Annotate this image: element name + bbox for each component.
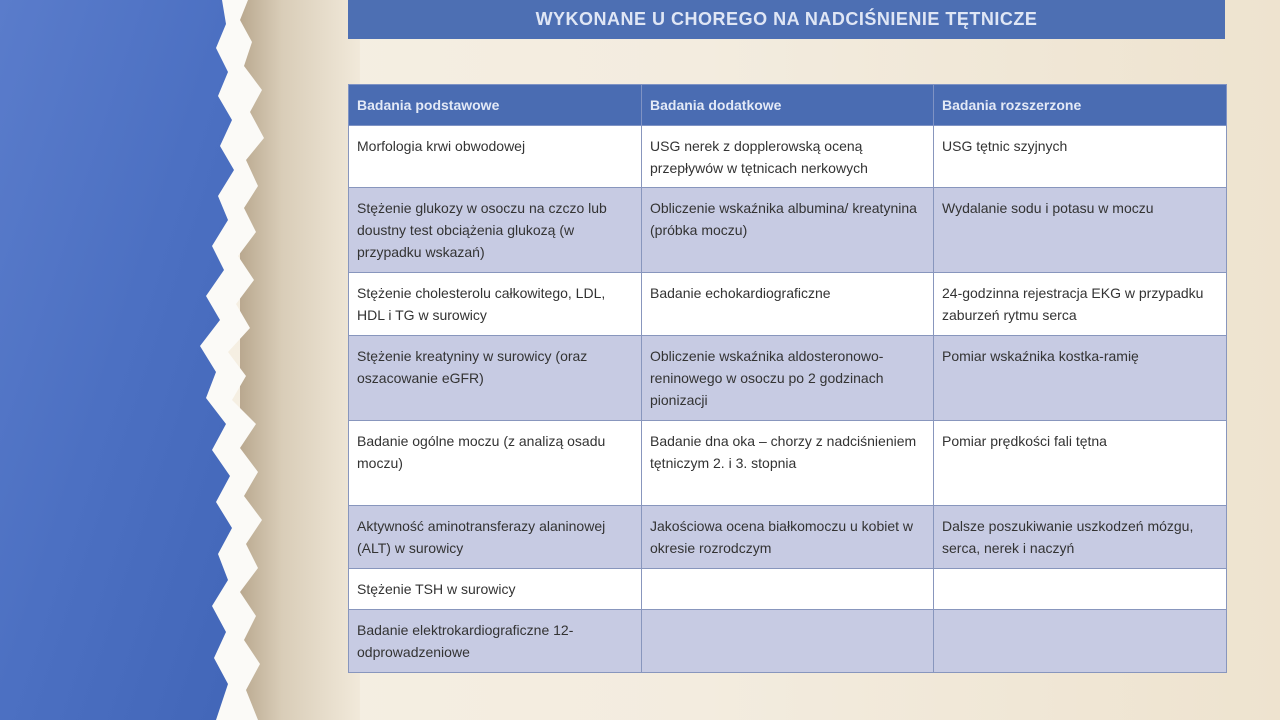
exams-table: [348, 84, 1227, 673]
torn-paper-edge-graphic: [0, 0, 300, 720]
header-basic-tests: Badania podstawowe: [349, 85, 642, 126]
table-cell: Badanie elektrokardiograficzne 12-odprowadzeniowe: [349, 610, 642, 673]
table-cell: Badanie echokardiograficzne: [642, 273, 934, 336]
table-cell: Wydalanie sodu i potasu w moczu: [934, 188, 1227, 273]
table-cell: Morfologia krwi obwodowej: [349, 126, 642, 188]
table-row: [349, 421, 1227, 506]
torn-blue-panel: [0, 0, 300, 720]
table-cell: USG nerek z dopplerowską oceną przepływów w tętnicach nerkowych: [642, 126, 934, 188]
table-row: [349, 273, 1227, 336]
table-cell: Pomiar prędkości fali tętna: [934, 421, 1227, 506]
table-cell: [642, 569, 934, 610]
table-header-row: [349, 85, 1227, 126]
table-cell: [934, 569, 1227, 610]
header-extended-tests: Badania rozszerzone: [934, 85, 1227, 126]
table-cell: Badanie ogólne moczu (z analizą osadu moczu): [349, 421, 642, 506]
table-cell: 24-godzinna rejestracja EKG w przypadku zaburzeń rytmu serca: [934, 273, 1227, 336]
table-row: [349, 506, 1227, 569]
table-cell: Aktywność aminotransferazy alaninowej (ALT) w surowicy: [349, 506, 642, 569]
table-cell: Dalsze poszukiwanie uszkodzeń mózgu, serca, nerek i naczyń: [934, 506, 1227, 569]
table-cell: Obliczenie wskaźnika aldosteronowo-reninowego w osoczu po 2 godzinach pionizacji: [642, 336, 934, 421]
table-row: [349, 126, 1227, 188]
table-cell: Obliczenie wskaźnika albumina/ kreatynina (próbka moczu): [642, 188, 934, 273]
table-cell: USG tętnic szyjnych: [934, 126, 1227, 188]
table-cell: Pomiar wskaźnika kostka-ramię: [934, 336, 1227, 421]
table-cell: Stężenie cholesterolu całkowitego, LDL, HDL i TG w surowicy: [349, 273, 642, 336]
table-cell: Stężenie TSH w surowicy: [349, 569, 642, 610]
table-cell: [642, 610, 934, 673]
table-cell: Badanie dna oka – chorzy z nadciśnieniem tętniczym 2. i 3. stopnia: [642, 421, 934, 506]
table-cell: Stężenie kreatyniny w surowicy (oraz oszacowanie eGFR): [349, 336, 642, 421]
table-row: [349, 188, 1227, 273]
table-cell: Stężenie glukozy w osoczu na czczo lub doustny test obciążenia glukozą (w przypadku wskazań): [349, 188, 642, 273]
table-row: [349, 569, 1227, 610]
header-additional-tests: Badania dodatkowe: [642, 85, 934, 126]
table-cell: Jakościowa ocena białkomoczu u kobiet w okresie rozrodczym: [642, 506, 934, 569]
table-row: [349, 336, 1227, 421]
document-title: WYKONANE U CHOREGO NA NADCIŚNIENIE TĘTNICZE: [348, 0, 1225, 39]
table-cell: [934, 610, 1227, 673]
table-row: [349, 610, 1227, 673]
